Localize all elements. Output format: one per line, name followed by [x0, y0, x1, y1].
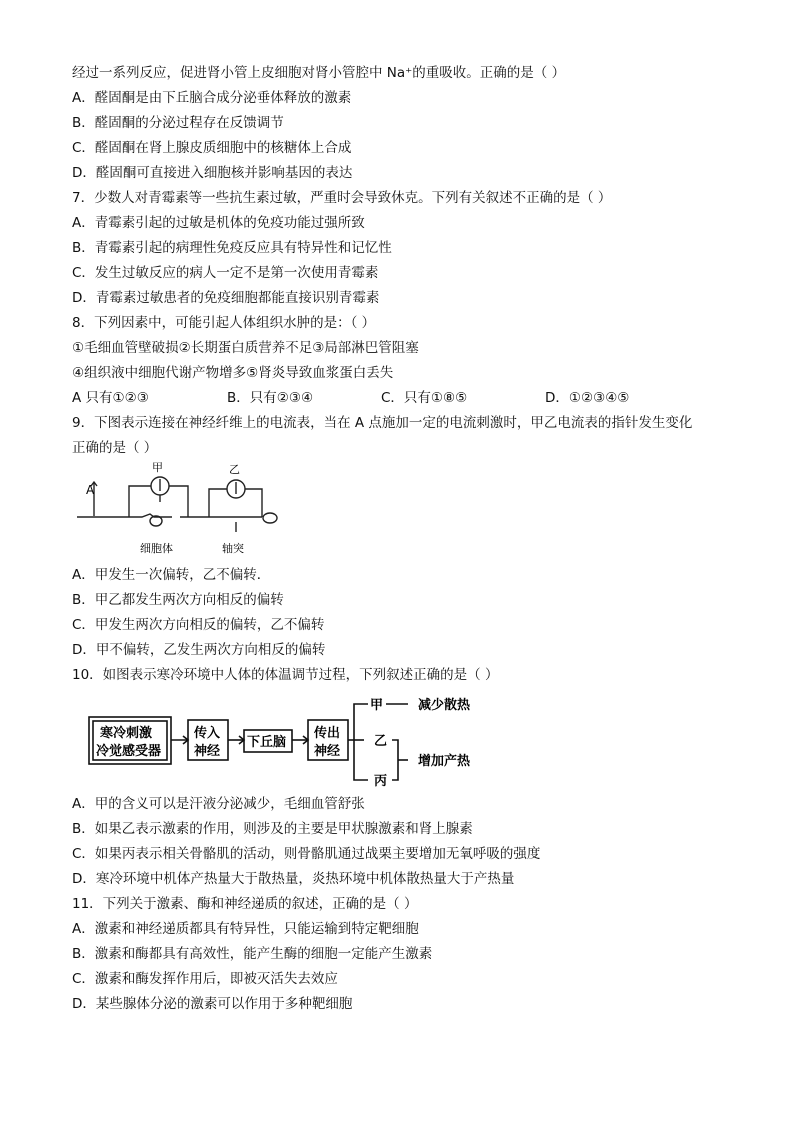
q7-option-c: C．发生过敏反应的病人一定不是第一次使用青霉素: [72, 265, 379, 281]
label-efferent-2: 神经: [314, 744, 341, 759]
label-bing: 丙: [374, 774, 388, 789]
q11-stem: 11．下列关于激素、酶和神经递质的叙述，正确的是（ ）: [72, 896, 418, 912]
q10-stem: 10．如图表示寒冷环境中人体的体温调节过程，下列叙述正确的是（ ）: [72, 667, 499, 683]
q10-option-a: A．甲的含义可以是汗液分泌减少，毛细血管舒张: [72, 796, 365, 812]
q9-stem-line-2: 正确的是（ ）: [72, 440, 158, 456]
q6-option-c: C．醛固酮在肾上腺皮质细胞中的核糖体上合成: [72, 140, 352, 156]
q10-option-c: C．如果丙表示相关骨骼肌的活动，则骨骼肌通过战栗主要增加无氧呼吸的强度: [72, 846, 541, 862]
q11-option-b: B．激素和酶都具有高效性，能产生酶的细胞一定能产生激素: [72, 946, 433, 962]
label-yi: 乙: [374, 734, 388, 749]
q7-option-a: A．青霉素引起的过敏是机体的免疫功能过强所致: [72, 215, 365, 231]
q8-factors-line-1: ①毛细血管壁破损②长期蛋白质营养不足③局部淋巴管阻塞: [72, 340, 419, 356]
q8-option-d: D．①②③④⑤: [545, 390, 630, 406]
q11-option-d: D．某些腺体分泌的激素可以作用于多种靶细胞: [72, 996, 353, 1012]
label-jia: 甲: [370, 698, 384, 713]
q6-stem-tail: 经过一系列反应，促进肾小管上皮细胞对肾小管腔中 Na⁺的重吸收。正确的是（ ）: [72, 65, 566, 81]
q9-nerve-fiber-figure: [72, 460, 287, 558]
q11-option-c: C．激素和酶发挥作用后，即被灭活失去效应: [72, 971, 338, 987]
q8-factors-line-2: ④组织液中细胞代谢产物增多⑤肾炎导致血浆蛋白丢失: [72, 365, 394, 381]
label-cold-stimulus: 寒冷刺激: [100, 726, 153, 741]
q8-option-a: A 只有①②③: [72, 390, 149, 406]
label-cold-receptor: 冷觉感受器: [96, 744, 162, 759]
label-meter-yi: 乙: [229, 463, 240, 476]
q8-option-c: C．只有①⑧⑤: [381, 390, 468, 406]
q6-option-d: D．醛固酮可直接进入细胞核并影响基因的表达: [72, 165, 353, 181]
label-afferent-2: 神经: [194, 744, 221, 759]
q9-option-a: A．甲发生一次偏转，乙不偏转．: [72, 567, 271, 583]
label-cell-body: 细胞体: [140, 542, 173, 555]
q9-option-b: B．甲乙都发生两次方向相反的偏转: [72, 592, 284, 608]
q10-option-d: D．寒冷环境中机体产热量大于散热量，炎热环境中机体散热量大于产热量: [72, 871, 515, 887]
label-meter-jia: 甲: [152, 461, 163, 474]
label-point-a: A: [86, 483, 95, 497]
q10-thermoregulation-flowchart: [86, 694, 496, 794]
q8-option-b: B．只有②③④: [227, 390, 314, 406]
q7-option-d: D．青霉素过敏患者的免疫细胞都能直接识别青霉素: [72, 290, 380, 306]
q9-stem-line-1: 9．下图表示连接在神经纤维上的电流表，当在 A 点施加一定的电流刺激时，甲乙电流表的指针发生变化: [72, 415, 693, 431]
q10-option-b: B．如果乙表示激素的作用，则涉及的主要是甲状腺激素和肾上腺素: [72, 821, 473, 837]
q7-stem: 7．少数人对青霉素等一些抗生素过敏，严重时会导致休克。下列有关叙述不正确的是（ ）: [72, 190, 612, 206]
q9-option-d: D．甲不偏转，乙发生两次方向相反的偏转: [72, 642, 326, 658]
label-increase-heat-production: 增加产热: [418, 754, 471, 769]
q6-option-a: A．醛固酮是由下丘脑合成分泌垂体释放的激素: [72, 90, 352, 106]
label-hypothalamus: 下丘脑: [247, 735, 287, 750]
label-afferent-1: 传入: [194, 726, 221, 741]
label-reduce-heat-loss: 减少散热: [418, 698, 471, 713]
q7-option-b: B．青霉素引起的病理性免疫反应具有特异性和记忆性: [72, 240, 392, 256]
label-axon: 轴突: [222, 542, 244, 555]
q11-option-a: A．激素和神经递质都具有特异性，只能运输到特定靶细胞: [72, 921, 419, 937]
label-efferent-1: 传出: [314, 726, 341, 741]
q9-option-c: C．甲发生两次方向相反的偏转，乙不偏转: [72, 617, 325, 633]
q6-option-b: B．醛固酮的分泌过程存在反馈调节: [72, 115, 284, 131]
q8-stem: 8．下列因素中，可能引起人体组织水肿的是：（ ）: [72, 315, 376, 331]
